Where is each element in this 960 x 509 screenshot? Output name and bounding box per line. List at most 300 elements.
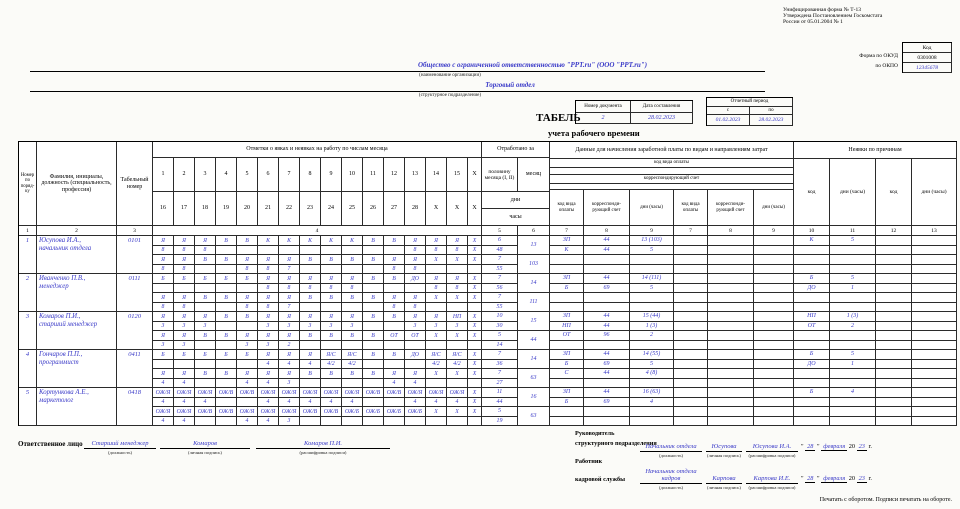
column-number: 2 — [37, 226, 117, 236]
day-mark-cell: X — [468, 255, 482, 265]
year-prefix: 20 — [848, 475, 856, 482]
day-hours-cell: 4 — [174, 417, 195, 426]
day-mark-cell: В — [195, 369, 216, 379]
employee-position: маркетолог — [39, 397, 74, 404]
pay-account-cell — [708, 236, 754, 246]
day-hours-cell: 3 — [279, 322, 300, 331]
day-mark-cell: В — [216, 236, 237, 246]
day-hours-cell: 3 — [153, 322, 174, 331]
pay-code-cell — [550, 255, 584, 265]
day-mark-cell: В — [300, 331, 321, 341]
day-mark-cell: К — [300, 236, 321, 246]
worked-month-block — [518, 274, 550, 312]
absence-block — [794, 350, 957, 388]
hr-position: Начальник отдела кадров — [640, 460, 702, 484]
pay-amount-cell: 15 (44) — [630, 312, 674, 322]
absence-days-cell — [912, 388, 957, 398]
pay-code-cell: ОТ — [550, 331, 584, 341]
sign-hint: (личная подпись) — [707, 485, 741, 490]
day-hours-cell — [237, 284, 258, 293]
day-hours-cell: 3 — [447, 322, 468, 331]
absence-days-cell — [912, 255, 957, 265]
day-hours-cell — [174, 360, 195, 369]
absence-line — [794, 350, 957, 360]
day-hours-cell: 3 — [258, 322, 279, 331]
absence-code-cell — [876, 236, 912, 246]
pay-line — [550, 341, 794, 350]
absence-line — [794, 303, 957, 312]
employee-name: Иванченко П.В., — [39, 275, 86, 282]
day-line — [153, 274, 482, 284]
day-mark-cell: ОЖ/В — [237, 388, 258, 398]
worked-half-cell: 7 — [482, 350, 518, 360]
worked-half-cell: 56 — [482, 284, 518, 293]
day-number: 13 — [405, 158, 426, 192]
month-days-cell: 15 — [518, 312, 550, 331]
day-mark-cell: ОТ — [384, 331, 405, 341]
day-hours-cell — [237, 398, 258, 407]
column-number: 7 — [550, 226, 584, 236]
absence-code-cell — [794, 407, 830, 417]
hr-date — [801, 475, 872, 482]
day-line — [153, 369, 482, 379]
absence-days-cell — [912, 265, 957, 274]
day-number: X — [447, 192, 468, 226]
pay-code-cell — [674, 274, 708, 284]
pay-code-cell — [674, 246, 708, 255]
pay-account-cell — [708, 350, 754, 360]
day-hours-cell: 8 — [384, 303, 405, 312]
day-mark-cell: ОЖ/Я — [426, 388, 447, 398]
day-mark-cell: ОЖ/Я — [300, 388, 321, 398]
day-mark-cell: Б — [174, 274, 195, 284]
worked-hours-header: часы — [482, 209, 550, 226]
responsible-sign: Комаров — [160, 434, 250, 449]
pay-line — [550, 388, 794, 398]
pay-account-cell — [708, 322, 754, 331]
pay-days-header: дни (часы) — [754, 190, 794, 226]
absence-days-cell: 1 — [830, 284, 876, 293]
day-hours-cell — [384, 360, 405, 369]
column-number: 8 — [708, 226, 754, 236]
day-hours-cell: 4 — [153, 398, 174, 407]
day-mark-cell: В — [384, 350, 405, 360]
absence-code-header: код — [794, 159, 830, 226]
pay-line — [550, 312, 794, 322]
day-hours-cell: 8 — [426, 284, 447, 293]
pay-account-band: корреспондирующий счет — [550, 175, 794, 184]
day-hours-cell — [300, 379, 321, 388]
day-hours-cell — [342, 303, 363, 312]
day-hours-cell — [153, 360, 174, 369]
column-number: 12 — [876, 226, 912, 236]
absence-days-cell — [912, 331, 957, 341]
name-hint: (расшифровка подписи) — [299, 450, 347, 455]
absence-days-cell: 2 — [830, 322, 876, 331]
absence-code-cell — [876, 379, 912, 388]
column-number: 6 — [518, 226, 550, 236]
pay-line — [550, 360, 794, 369]
absence-days-cell — [912, 312, 957, 322]
day-mark-cell: НП — [447, 312, 468, 322]
absence-days-cell: 5 — [830, 274, 876, 284]
day-hours-cell: 3 — [279, 379, 300, 388]
personnel-number: 0120 — [117, 312, 153, 350]
pay-account-cell: 69 — [584, 284, 630, 293]
pay-account-cell — [584, 255, 630, 265]
day-number: 18 — [195, 192, 216, 226]
day-mark-cell: Я — [426, 236, 447, 246]
day-mark-cell: ОЖ/Я — [447, 388, 468, 398]
day-mark-cell: X — [468, 369, 482, 379]
day-number: X — [426, 192, 447, 226]
approval-note — [783, 7, 958, 25]
table-body — [19, 236, 957, 426]
employee-row — [19, 350, 957, 388]
pay-amount-cell — [754, 303, 794, 312]
head-date — [801, 443, 872, 450]
day-hours-cell: 3 — [258, 341, 279, 350]
responsible-label: Ответственное лицо — [18, 440, 83, 448]
day-hours-cell — [363, 398, 384, 407]
pay-account-cell — [584, 303, 630, 312]
day-hours-cell: 3 — [321, 322, 342, 331]
absence-code-cell — [876, 246, 912, 255]
day-line — [153, 360, 482, 369]
pay-code-cell — [674, 350, 708, 360]
absence-days-cell — [912, 236, 957, 246]
day-mark-cell: ОЖ/В — [195, 407, 216, 417]
hr-position-field — [640, 460, 702, 490]
day-number: 25 — [342, 192, 363, 226]
pay-code-cell — [674, 236, 708, 246]
day-mark-cell: В — [321, 369, 342, 379]
pay-code-cell — [550, 303, 584, 312]
day-mark-cell: Я — [300, 312, 321, 322]
pay-header: Данные для начисления заработной платы по видам и направлениям затрат — [550, 142, 794, 159]
day-hours-cell: 8 — [174, 303, 195, 312]
day-hours-cell: 8 — [321, 284, 342, 293]
employee-name-cell — [37, 350, 117, 388]
pay-code-cell — [674, 293, 708, 303]
worked-month-block — [518, 388, 550, 426]
quote: " — [801, 475, 804, 482]
worked-half-cell: 30 — [482, 322, 518, 331]
head-label-2: структурного подразделения — [575, 440, 657, 447]
day-mark-cell: X — [468, 331, 482, 341]
day-hours-cell — [405, 360, 426, 369]
month-hours-cell: 63 — [518, 407, 550, 426]
day-hours-cell — [321, 379, 342, 388]
okud-value: 0301008 — [903, 53, 952, 63]
pay-amount-cell — [754, 236, 794, 246]
worked-half-block — [482, 388, 518, 426]
absence-days-cell — [912, 284, 957, 293]
pay-amount-cell — [630, 379, 674, 388]
period-from-label: с — [707, 107, 750, 115]
day-mark-cell: Я/С — [426, 350, 447, 360]
day-hours-cell: 3 — [153, 341, 174, 350]
absence-line — [794, 341, 957, 350]
worked-half-cell: 7 — [482, 369, 518, 379]
day-hours-cell: 3 — [195, 322, 216, 331]
day-mark-cell: Б — [195, 350, 216, 360]
day-mark-cell: В — [363, 350, 384, 360]
absence-line — [794, 369, 957, 379]
timesheet-table — [18, 141, 957, 426]
day-hours-cell — [447, 265, 468, 274]
day-hours-cell: 4 — [153, 417, 174, 426]
column-number: 13 — [912, 226, 957, 236]
employee-position: менеджер — [39, 283, 69, 290]
day-hours-cell: X — [468, 322, 482, 331]
absence-code-cell — [794, 398, 830, 407]
hr-sign: Карпова — [706, 460, 742, 484]
okud-label: Форма по ОКУД — [859, 53, 898, 59]
day-mark-cell: Я — [153, 369, 174, 379]
worked-half-cell: 5 — [482, 407, 518, 417]
day-hours-cell — [195, 265, 216, 274]
month-hours-cell: 103 — [518, 255, 550, 274]
absence-code-cell: ДО — [794, 360, 830, 369]
day-hours-cell — [174, 284, 195, 293]
day-hours-cell — [321, 417, 342, 426]
day-mark-cell: В — [342, 369, 363, 379]
worked-half-cell: 10 — [482, 312, 518, 322]
head-label-1: Руководитель — [575, 430, 615, 437]
pay-code-header: код вида оплаты — [550, 190, 584, 226]
column-number: 10 — [794, 226, 830, 236]
day-hours-cell — [447, 379, 468, 388]
pay-code-cell: ЗП — [550, 350, 584, 360]
worked-month-header: месяц — [518, 158, 550, 192]
day-mark-cell: X — [426, 369, 447, 379]
day-hours-cell — [426, 303, 447, 312]
pay-block — [550, 312, 794, 350]
day-hours-cell — [195, 379, 216, 388]
pay-account-cell: 69 — [584, 360, 630, 369]
pay-code-cell — [674, 360, 708, 369]
worked-half-cell: 7 — [482, 255, 518, 265]
day-number: 2 — [174, 158, 195, 192]
pay-amount-cell — [754, 379, 794, 388]
day-number: 7 — [279, 158, 300, 192]
absence-block — [794, 236, 957, 274]
day-hours-cell: 4 — [258, 360, 279, 369]
pay-code-cell — [674, 407, 708, 417]
pay-code-cell: НП — [550, 322, 584, 331]
pay-line — [550, 293, 794, 303]
pay-amount-cell — [630, 341, 674, 350]
employee-number: 1 — [19, 236, 37, 274]
pay-account-cell: 44 — [584, 322, 630, 331]
pay-amount-cell: 2 — [630, 331, 674, 341]
pay-line — [550, 265, 794, 274]
pay-line — [550, 331, 794, 341]
absence-code-cell — [794, 341, 830, 350]
day-mark-cell: Я — [153, 331, 174, 341]
pay-code-cell: К — [550, 246, 584, 255]
pay-line — [550, 303, 794, 312]
day-marks-block — [153, 312, 482, 350]
day-number: 11 — [363, 158, 384, 192]
day-number: 22 — [279, 192, 300, 226]
month-days-cell: 14 — [518, 350, 550, 369]
day-number: 4 — [216, 158, 237, 192]
day-hours-cell: 4 — [405, 379, 426, 388]
hr-label-2: кадровой службы — [575, 476, 626, 483]
day-mark-cell: X — [426, 293, 447, 303]
day-line — [153, 407, 482, 417]
day-hours-cell — [384, 322, 405, 331]
day-mark-cell: В — [363, 369, 384, 379]
absence-code-cell — [794, 331, 830, 341]
day-mark-cell: К — [258, 236, 279, 246]
day-mark-cell: Б — [153, 274, 174, 284]
day-mark-cell: ОЖ/Я — [279, 407, 300, 417]
pay-amount-cell — [754, 265, 794, 274]
day-hours-cell — [342, 246, 363, 255]
head-date-year: 23 — [858, 443, 865, 450]
day-mark-cell: Я — [279, 331, 300, 341]
day-mark-cell: ОЖ/Я — [258, 407, 279, 417]
pay-amount-cell — [754, 322, 794, 331]
absence-days-cell — [912, 417, 957, 426]
pay-amount-cell — [754, 417, 794, 426]
pay-account-cell — [708, 388, 754, 398]
absence-code-cell — [876, 341, 912, 350]
day-mark-cell: Б — [237, 350, 258, 360]
absence-code-cell — [876, 303, 912, 312]
page-subtitle: учета рабочего времени — [548, 128, 640, 138]
day-hours-cell — [405, 341, 426, 350]
table-header — [19, 142, 957, 226]
pay-blank-band — [550, 168, 794, 175]
day-mark-cell: X — [447, 407, 468, 417]
day-hours-cell — [468, 417, 482, 426]
head-date-day: 28 — [807, 443, 814, 450]
pay-block — [550, 236, 794, 274]
organization-hint: (наименование организации) — [419, 73, 481, 78]
day-number: X — [468, 158, 482, 192]
day-mark-cell: Я — [405, 312, 426, 322]
day-mark-cell: ОЖ/Б — [384, 407, 405, 417]
employee-number: 3 — [19, 312, 37, 350]
month-hours-cell: 63 — [518, 369, 550, 388]
pay-code-cell — [550, 379, 584, 388]
head-name-field — [746, 437, 798, 458]
day-mark-cell: В — [321, 293, 342, 303]
day-mark-cell: ОЖ/Я — [405, 388, 426, 398]
day-mark-cell: Б — [174, 350, 195, 360]
hr-date-month: февраля — [823, 475, 846, 482]
employee-name: Комаров П.И., — [39, 313, 81, 320]
day-hours-cell — [258, 246, 279, 255]
absence-line — [794, 331, 957, 341]
pay-line — [550, 284, 794, 293]
day-mark-cell: Б — [216, 350, 237, 360]
pay-line — [550, 350, 794, 360]
day-number: 3 — [195, 158, 216, 192]
day-mark-cell: В — [300, 293, 321, 303]
department-hint: (структурное подразделение) — [418, 93, 482, 98]
pay-code-cell — [674, 417, 708, 426]
worked-half-cell: 36 — [482, 360, 518, 369]
day-hours-cell: 4 — [384, 379, 405, 388]
day-mark-cell: Я — [342, 312, 363, 322]
day-hours-cell: 4 — [321, 398, 342, 407]
pay-code-cell: ЗП — [550, 274, 584, 284]
day-hours-cell — [300, 303, 321, 312]
absence-block — [794, 274, 957, 312]
day-mark-cell: X — [426, 331, 447, 341]
absence-code-cell — [794, 303, 830, 312]
pay-amount-cell: 13 (103) — [630, 236, 674, 246]
absence-line — [794, 284, 957, 293]
day-mark-cell: В — [300, 369, 321, 379]
day-hours-cell — [384, 398, 405, 407]
absence-days-cell — [912, 350, 957, 360]
absence-days-cell — [830, 407, 876, 417]
name-hint: (расшифровка подписи) — [748, 453, 796, 458]
absence-code-cell — [876, 350, 912, 360]
day-mark-cell: Я — [300, 274, 321, 284]
day-hours-cell — [300, 265, 321, 274]
pay-account-cell — [708, 303, 754, 312]
day-hours-cell: 4/2 — [447, 360, 468, 369]
worked-half-cell: 48 — [482, 246, 518, 255]
pay-code-cell: С — [550, 369, 584, 379]
pay-account-cell — [708, 331, 754, 341]
absence-line — [794, 407, 957, 417]
day-hours-cell — [405, 417, 426, 426]
day-hours-cell — [363, 417, 384, 426]
day-number: 19 — [216, 192, 237, 226]
doc-number-label: Номер документа — [576, 101, 631, 113]
pay-account-cell — [708, 369, 754, 379]
day-mark-cell: В — [195, 331, 216, 341]
day-mark-cell: Я — [279, 274, 300, 284]
absence-days-cell — [912, 379, 957, 388]
hr-date-year: 23 — [858, 475, 865, 482]
day-mark-cell: В — [216, 293, 237, 303]
absence-days-cell — [830, 293, 876, 303]
day-mark-cell: В — [363, 293, 384, 303]
pay-line — [550, 407, 794, 417]
absence-days-cell: 1 (3) — [830, 312, 876, 322]
day-mark-cell: X — [468, 350, 482, 360]
day-hours-cell: 4 — [447, 398, 468, 407]
responsible-sign-field — [160, 434, 250, 455]
head-sign: Юсупова — [706, 437, 742, 452]
period-from-value: 01.02.2023 — [707, 115, 750, 126]
day-mark-cell: ОЖ/Б — [405, 407, 426, 417]
day-hours-cell: 3 — [426, 322, 447, 331]
day-mark-cell: Я — [405, 255, 426, 265]
day-mark-cell: ОЖ/Я — [237, 407, 258, 417]
pay-header-section — [550, 142, 794, 226]
day-mark-cell: ОЖ/Я — [174, 388, 195, 398]
column-number: 7 — [674, 226, 708, 236]
employee-name-cell — [37, 236, 117, 274]
day-hours-cell: 4/2 — [321, 360, 342, 369]
absence-line — [794, 265, 957, 274]
absence-code-cell — [876, 417, 912, 426]
day-hours-cell — [216, 417, 237, 426]
day-marks-block — [153, 236, 482, 274]
footer-note: Печатать с оборотом. Подписи печатать на обороте. — [819, 497, 952, 503]
absence-days-header: дни (часы) — [830, 159, 876, 226]
